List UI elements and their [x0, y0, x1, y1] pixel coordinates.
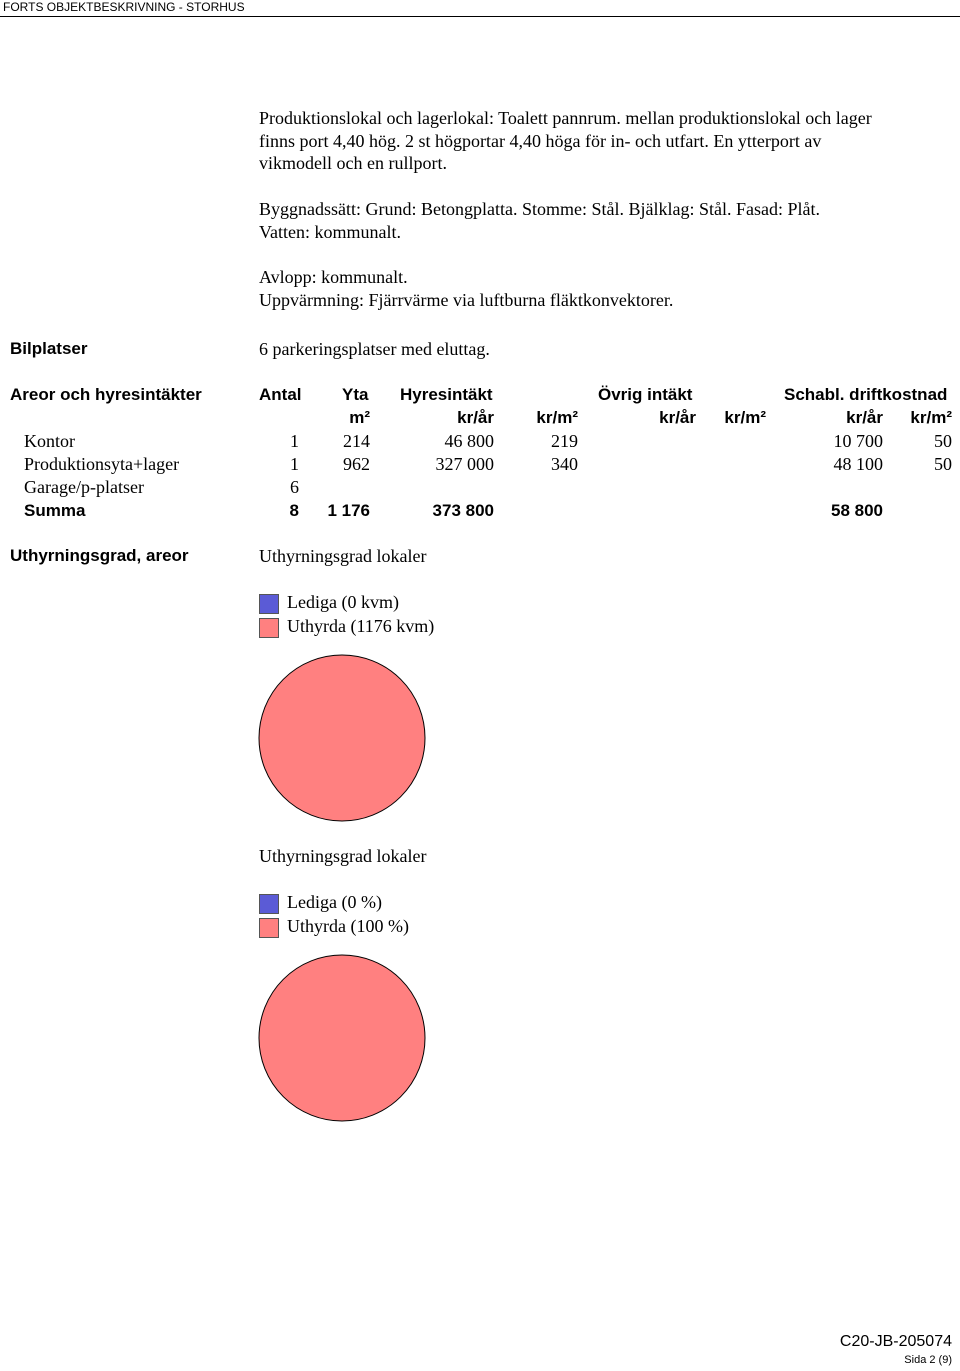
unit-ovrig-m2: kr/m² — [724, 408, 766, 427]
description-paragraph-2 — [259, 198, 820, 243]
row-name: Produktionsyta+lager — [24, 454, 180, 474]
unit-hyra-m2: kr/m² — [536, 408, 578, 427]
legend-label-lediga: Lediga (0 %) — [287, 892, 382, 912]
legend-label-lediga: Lediga (0 kvm) — [287, 592, 399, 612]
col-header-yta: Yta — [342, 385, 369, 404]
legend-swatch-lediga — [259, 594, 279, 614]
areas-label: Areor och hyresintäkter — [10, 385, 202, 404]
row-hyra-m2: 340 — [551, 454, 578, 474]
legend-swatch-lediga — [259, 894, 279, 914]
unit-yta: m² — [349, 408, 370, 427]
text-line: Uppvärmning: Fjärrvärme via luftburna fläktkonvektorer. — [259, 289, 674, 310]
sum-yta: 1 176 — [327, 501, 370, 520]
col-header-ovrig-intakt: Övrig intäkt — [598, 385, 693, 404]
parking-label: Bilplatser — [10, 339, 88, 358]
unit-hyra: kr/år — [457, 408, 494, 427]
page-header-title: FORTS OBJEKTBESKRIVNING - STORHUS — [3, 0, 245, 14]
legend-swatch-uthyrda — [259, 618, 279, 638]
header-divider — [0, 16, 960, 17]
chart-title: Uthyrningsgrad lokaler — [259, 546, 427, 566]
row-hyra-m2: 219 — [551, 431, 578, 451]
legend-label-uthyrda: Uthyrda (1176 kvm) — [287, 616, 435, 636]
row-yta: 962 — [343, 454, 370, 474]
text-line: Avlopp: kommunalt. — [259, 267, 408, 287]
col-header-schabl-driftkostnad: Schabl. driftkostnad — [784, 385, 948, 404]
sum-antal: 8 — [289, 501, 299, 520]
row-hyra: 46 800 — [444, 431, 494, 451]
row-name: Garage/p-platser — [24, 477, 144, 497]
text-line: finns port 4,40 hög. 2 st högportar 4,40 höga för in- och utfart. En ytterport av — [259, 130, 822, 151]
page-number: Sida 2 (9) — [904, 1354, 952, 1366]
row-yta: 214 — [343, 431, 370, 451]
text-line: Vatten: kommunalt. — [259, 221, 401, 242]
unit-drift: kr/år — [846, 408, 883, 427]
unit-drift-m2: kr/m² — [910, 408, 952, 427]
pie-chart — [258, 954, 426, 1122]
row-drift-m2: 50 — [934, 454, 952, 474]
document-id: C20-JB-205074 — [839, 1333, 952, 1350]
pie-slice-uthyrda — [259, 655, 425, 821]
row-drift: 48 100 — [833, 454, 883, 474]
legend-swatch-uthyrda — [259, 918, 279, 938]
unit-ovrig: kr/år — [659, 408, 696, 427]
sum-drift: 58 800 — [831, 501, 883, 520]
row-drift: 10 700 — [833, 431, 883, 451]
description-paragraph-3 — [259, 266, 673, 311]
row-drift-m2: 50 — [934, 431, 952, 451]
pie-chart — [258, 654, 426, 822]
col-header-hyresintakt: Hyresintäkt — [400, 385, 493, 404]
text-line: Produktionslokal och lagerlokal: Toalett pannrum. mellan produktionslokal och lager — [259, 108, 872, 128]
sum-hyra: 373 800 — [432, 501, 494, 520]
parking-text: 6 parkeringsplatser med eluttag. — [259, 339, 490, 359]
occupancy-label: Uthyrningsgrad, areor — [10, 546, 189, 565]
sum-label: Summa — [24, 501, 86, 520]
pie-slice-uthyrda — [259, 955, 425, 1121]
text-line: vikmodell och en rullport. — [259, 153, 447, 173]
row-antal: 1 — [290, 454, 299, 474]
row-antal: 6 — [290, 477, 299, 497]
text-line: Byggnadssätt: Grund: Betongplatta. Stomme: Stål. Bjälklag: Stål. Fasad: Plåt. — [259, 199, 820, 219]
description-paragraph-1 — [259, 107, 872, 175]
row-name: Kontor — [24, 431, 75, 451]
col-header-antal: Antal — [259, 385, 302, 404]
legend-label-uthyrda: Uthyrda (100 %) — [287, 916, 409, 936]
row-hyra: 327 000 — [435, 454, 494, 474]
row-antal: 1 — [290, 431, 299, 451]
chart-title: Uthyrningsgrad lokaler — [259, 846, 427, 866]
